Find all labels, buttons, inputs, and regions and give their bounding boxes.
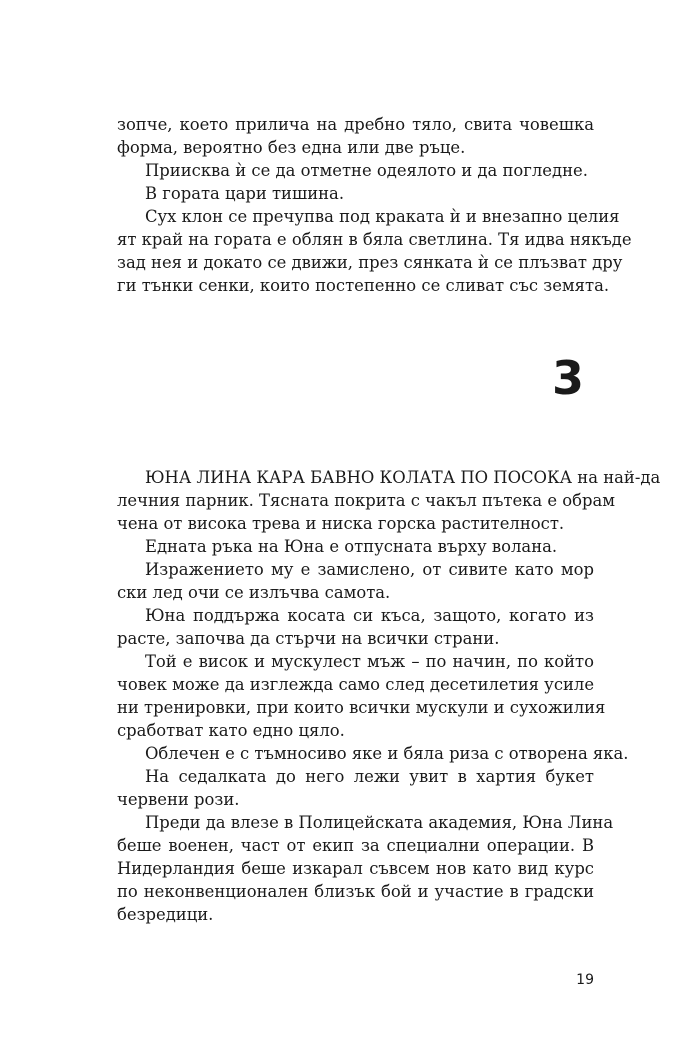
text-line: ги тънки сенки, които постепенно се сливат със земята. bbox=[117, 276, 610, 295]
text-line: Нидерландия беше изкарал съвсем нов като вид курс bbox=[117, 859, 594, 878]
text-line: ят край на гората е облян в бяла светлина. Тя идва някъде bbox=[117, 230, 632, 249]
text-line: беше военен, част от екип за специални операции. В bbox=[117, 836, 594, 855]
text-line: сработват като едно цяло. bbox=[117, 721, 345, 740]
text-line: Изражението му е замислено, от сивите като мор bbox=[145, 560, 594, 579]
text-line: В гората цари тишина. bbox=[145, 184, 345, 203]
text-line: по неконвенционален близък бой и участие в градски bbox=[117, 882, 594, 901]
text-line: червени рози. bbox=[117, 790, 240, 809]
text-line: Преди да влезе в Полицейската академия, Юна Лина bbox=[145, 813, 614, 832]
text-line: ЮНА ЛИНА КАРА БАВНО КОЛАТА ПО ПОСОКА на най-да bbox=[145, 468, 661, 487]
text-line: безредици. bbox=[117, 905, 214, 924]
text-line: Едната ръка на Юна е отпусната върху волана. bbox=[145, 537, 558, 556]
text-line: ски лед очи се излъчва самота. bbox=[117, 583, 391, 602]
text-line: На седалката до него лежи увит в хартия букет bbox=[145, 767, 594, 786]
text-line: Юна поддържа косата си къса, защото, когато из bbox=[145, 606, 594, 625]
chapter-number: 3 bbox=[551, 351, 584, 405]
text-line: ни тренировки, при които всички мускули и сухожилия bbox=[117, 698, 606, 717]
text-line: лечния парник. Тясната покрита с чакъл пътека е обрам bbox=[117, 491, 616, 510]
text-line: Облечен е с тъмносиво яке и бяла риза с отворена яка. bbox=[145, 744, 629, 763]
text-line: Той е висок и мускулест мъж – по начин, по който bbox=[145, 652, 594, 671]
text-line: зопче, което прилича на дребно тяло, свита човешка bbox=[117, 115, 594, 134]
text-line: чена от висока трева и ниска горска растителност. bbox=[117, 514, 565, 533]
text-line: зад нея и докато се движи, през сянката ѝ се плъзват дру bbox=[117, 253, 623, 272]
text-line: човек може да изглежда само след десетилетия усиле bbox=[117, 675, 595, 694]
text-line: Приисква ѝ се да отметне одеялото и да погледне. bbox=[145, 161, 588, 180]
text-line: форма, вероятно без една или две ръце. bbox=[117, 138, 466, 157]
text-line: Сух клон се пречупва под краката ѝ и внезапно целия bbox=[145, 207, 620, 226]
text-line: расте, започва да стърчи на всички страни. bbox=[117, 629, 500, 648]
page-number: 19 bbox=[576, 972, 594, 988]
